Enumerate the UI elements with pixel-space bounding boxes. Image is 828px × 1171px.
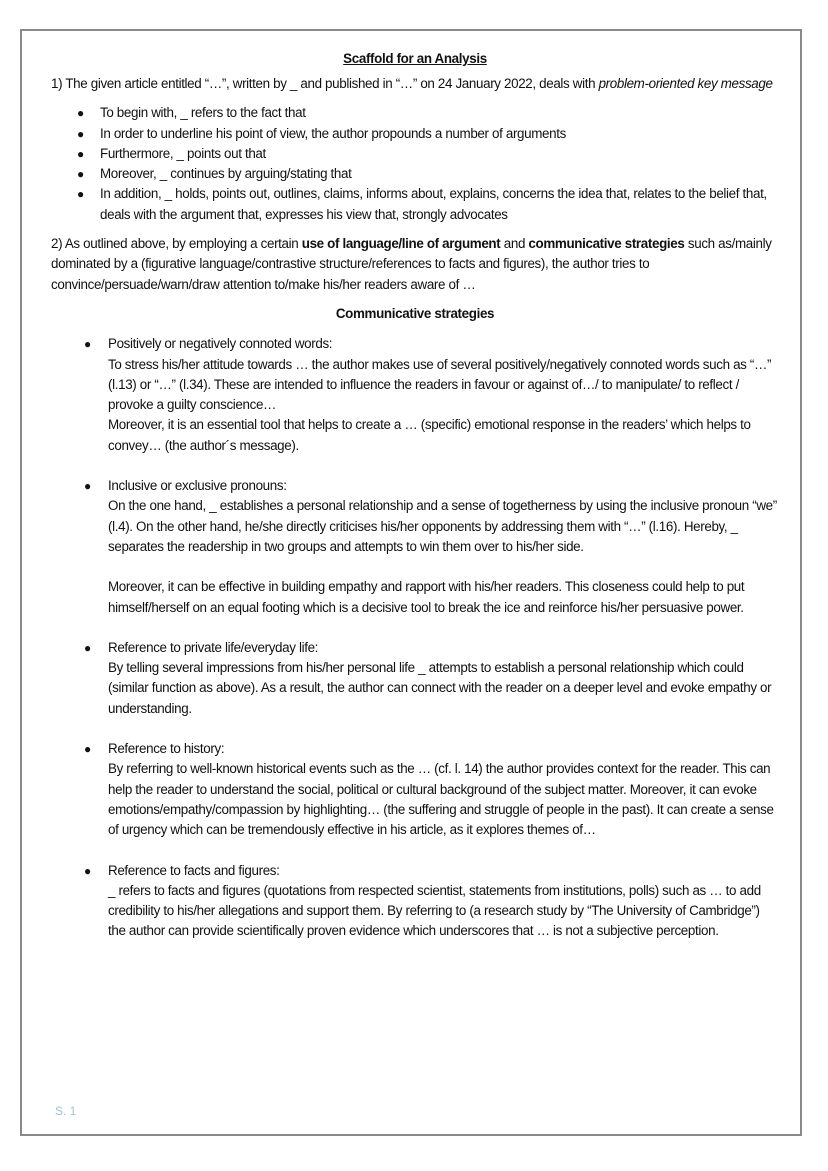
section-two-text: and bbox=[500, 236, 529, 252]
page-number-label: S. 1 bbox=[55, 1104, 77, 1118]
strategy-history bbox=[84, 739, 779, 840]
strategies-list bbox=[51, 334, 779, 941]
strategy-facts-figures bbox=[84, 861, 779, 942]
intro-text: 1) The given article entitled “…”, written by _ and published in “…” on 24 January 2022, deals with bbox=[51, 76, 599, 91]
strategy-pronouns bbox=[84, 476, 779, 618]
bullet-icon: ● bbox=[77, 106, 84, 121]
intro-bullet-text: In addition, _ holds, points out, outlines, claims, informs about, explains, concerns the idea that, relates to the belief that, deals with the argument that, expresses his view that, strongly advocates bbox=[100, 186, 767, 222]
document-content bbox=[51, 49, 779, 962]
intro-bullet-text: Furthermore, _ points out that bbox=[100, 145, 266, 161]
intro-bullet-text: In order to underline his point of view, the author propounds a number of arguments bbox=[100, 125, 566, 141]
bullet-icon: ● bbox=[84, 479, 91, 494]
document-title: Scaffold for an Analysis bbox=[343, 51, 487, 66]
strategy-paragraph: On the one hand, _ establishes a personal relationship and a sense of togetherness by using the inclusive pronoun “we” (l.4). On the other hand, he/she directly criticises his/her opponents by addressing them with “…” (l.16). Hereby, _ separates the readership in two groups and attempts to win them over to his/her side. bbox=[108, 498, 777, 554]
bullet-icon: ● bbox=[84, 863, 91, 878]
bullet-icon: ● bbox=[77, 146, 84, 161]
intro-bullet-text: Moreover, _ continues by arguing/stating that bbox=[100, 166, 352, 182]
strategy-label: Reference to private life/everyday life: bbox=[108, 639, 319, 655]
intro-bullet-item bbox=[77, 184, 779, 225]
section-two-bold-strategies: communicative strategies bbox=[528, 236, 685, 252]
paragraph-spacer bbox=[108, 557, 779, 577]
intro-italic-text: problem-oriented key message bbox=[598, 76, 773, 91]
strategy-paragraph: Moreover, it is an essential tool that helps to create a … (specific) emotional response in the readers’ which helps to convey… (the author´s message). bbox=[108, 417, 751, 453]
intro-bullet-item bbox=[77, 103, 779, 123]
section-two-bold-language: use of language/line of argument bbox=[301, 236, 501, 252]
strategies-heading: Communicative strategies bbox=[335, 305, 495, 321]
strategy-label: Reference to history: bbox=[108, 741, 225, 757]
strategy-label: Reference to facts and figures: bbox=[108, 862, 280, 878]
strategy-paragraph: By referring to well-known historical events such as the … (cf. l. 14) the author provides context for the reader. This can help the reader to understand the social, political or cultural background of the subject matter. Moreover, it can evoke emotions/empathy/compassion by highlighting… (the suffering and struggle of people in the past). It can create a sense of urgency which can be tremendously effective in his article, as it explores themes of… bbox=[108, 761, 774, 838]
bullet-icon: ● bbox=[77, 167, 84, 182]
strategy-paragraph: _ refers to facts and figures (quotations from respected scientist, statements from institutions, polls) such as … to add credibility to his/her allegations and support them. By referring to (a research study by “The University of Cambridge”) the author can provide scientifically proven evidence which underscores that … is not a subjective perception. bbox=[108, 882, 761, 939]
section-two-text: 2) As outlined above, by employing a certain bbox=[51, 236, 302, 252]
strategy-private-life bbox=[84, 638, 779, 719]
bullet-icon: ● bbox=[77, 187, 84, 202]
strategy-paragraph: To stress his/her attitude towards … the author makes use of several positively/negatively connoted words such as “…” (l.13) or “…” (l.34). These are intended to influence the readers in favour or against of…/ to manipulate/ to reflect / provoke a guilty conscience… bbox=[108, 356, 772, 413]
bullet-icon: ● bbox=[84, 337, 91, 352]
intro-bullet-item bbox=[77, 144, 779, 164]
intro-bullet-item bbox=[77, 124, 779, 144]
strategy-label: Inclusive or exclusive pronouns: bbox=[108, 478, 287, 494]
bullet-icon: ● bbox=[77, 126, 84, 141]
intro-bullet-item bbox=[77, 164, 779, 184]
strategy-paragraph: Moreover, it can be effective in building empathy and rapport with his/her readers. This closeness could help to put himself/herself on an equal footing which is a decisive tool to break the ice and reinforce his/her persuasive power. bbox=[108, 579, 745, 615]
intro-bullet-list bbox=[51, 103, 779, 225]
section-two-text: such as/mainly dominated by a (figurative language/contrastive structure/references to facts and figures), the author tries to convince/persuade/warn/draw attention to/make his/her readers aware of … bbox=[51, 236, 772, 292]
strategy-connoted-words bbox=[84, 334, 779, 456]
document-page bbox=[20, 29, 802, 1136]
bullet-icon: ● bbox=[84, 640, 91, 655]
bullet-icon: ● bbox=[84, 742, 91, 757]
strategy-label: Positively or negatively connoted words: bbox=[108, 336, 333, 352]
intro-paragraph bbox=[51, 74, 779, 94]
strategy-paragraph: By telling several impressions from his/her personal life _ attempts to establish a personal relationship which could (similar function as above). As a result, the author can connect with the reader on a deeper level and evoke empathy or understanding. bbox=[108, 660, 772, 716]
intro-bullet-text: To begin with, _ refers to the fact that bbox=[100, 105, 306, 121]
section-two-paragraph bbox=[51, 234, 779, 295]
